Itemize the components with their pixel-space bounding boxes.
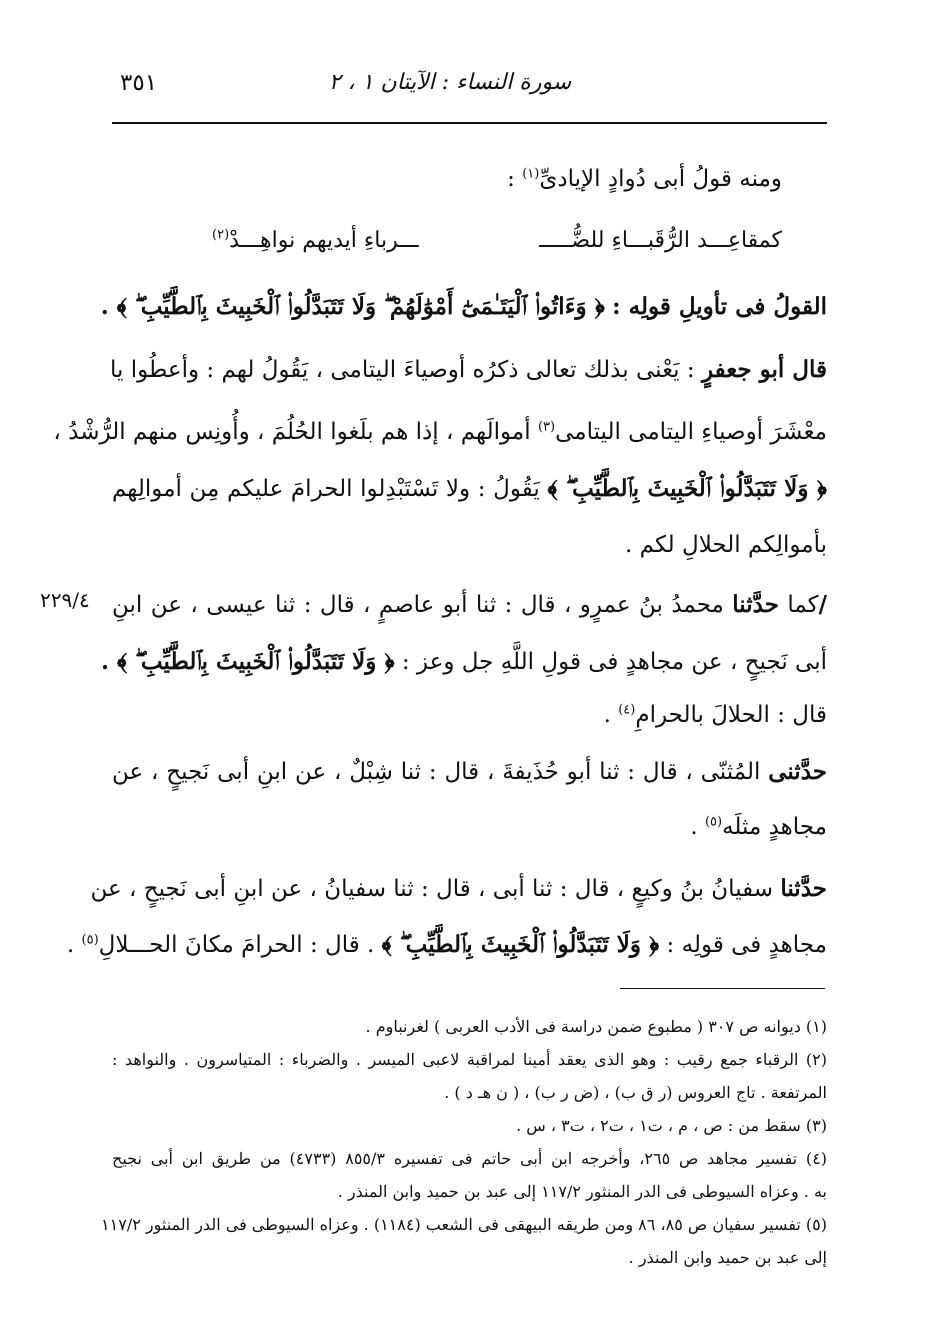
p4-transmission-verb: حدَّثنا (780, 875, 827, 902)
heading-label: القولُ فى تأويلِ قولِه : (612, 293, 827, 320)
footnote-2-line-1: (٢) الرقباء جمع رقيب : وهو الذى يعقد أمينا لمراقبة لاعبى الميسر . والضرباء : المتياسرون . والنواهد : (112, 1050, 827, 1069)
verse-second-text: ـــرباءِ أيديهم نواهِـــدْ (229, 228, 419, 253)
page-number: ٣٥١ (120, 70, 158, 96)
footnote-3: (٣) سقط من : ص ، م ، ت١ ، ت٢ ، ت٣ ، س . (516, 1116, 827, 1135)
intro-text: ومنه قولُ أبى دُوادٍ الإيادىِّ (539, 166, 782, 192)
p4-text-2a: مجاهدٍ فى قولِه : (666, 932, 827, 958)
verse-first-hemistich: كمقاعِـــد الرُّقَبـــاءِ للضُّـــــ (539, 228, 782, 253)
p2-quran-verse: ﴿ وَلَا تَتَبَدَّلُوا۟ ٱلْخَبِيثَ بِٱلطَّيِّبِ ۖ ﴾ . (100, 648, 395, 675)
margin-volume-page-ref: ٢٢٩/٤ (40, 588, 90, 612)
footnote-ref-5a: (٥) (704, 814, 723, 830)
p4-text-2b: . قال : الحرامَ مكانَ الحـــلالِ (98, 932, 375, 958)
footnotes (101, 1010, 828, 1274)
verse-second-hemistich (212, 214, 419, 268)
p3-end-dot: . (690, 814, 698, 840)
running-title: سورة النساء : الآيتان ١ ، ٢ (328, 70, 572, 95)
section-heading (101, 280, 827, 334)
p1-line-4: بأموالِكم الحلالِ لكم . (625, 532, 827, 558)
p3-line-2 (690, 800, 827, 854)
p4-quran-verse: ﴿ وَلَا تَتَبَدَّلُوا۟ ٱلْخَبِيثَ بِٱلطَّيِّبِ ۖ ﴾ (381, 931, 660, 958)
footnote-2-line-2: المرتفعة . تاج العروس (ر ق ب) ، (ض ر ب) ، ( ن هـ د ) . (444, 1083, 827, 1102)
p4-end-dot: . (66, 932, 75, 958)
intro-line (507, 152, 782, 206)
p2-text-1a: كما (787, 592, 819, 618)
p3-text-1: المُثنّى ، قال : ثنا أبو حُذَيفةَ ، قال : ثنا شِبْلٌ ، عن ابنِ أبى نَجيحٍ ، عن (112, 759, 761, 785)
p4-line-2 (66, 918, 827, 972)
footnote-ref-4: (٤) (618, 702, 636, 718)
p2-transmission-verb: حدَّثنا (732, 591, 779, 618)
p2-line-3 (604, 688, 827, 742)
p1-text-2a: معْشَرَ أوصياءِ اليتامى اليتامى (555, 419, 827, 445)
footnote-4-line-2: به . وعزاه السيوطى فى الدر المنثور ١١٧/٢ إلى عبد بن حميد وابن المنذر . (337, 1182, 827, 1201)
p1-line-1 (112, 343, 827, 397)
p2-text-1b: محمدُ بنُ عمرٍو ، قال : ثنا أبو عاصمٍ ، قال : ثنا عيسى ، عن ابنِ (112, 592, 724, 618)
p4-line-1 (90, 862, 827, 916)
p1-line-3 (112, 462, 827, 516)
p2-line-2 (100, 635, 827, 689)
p2-text-3: قال : الحلالَ بالحرامِ (635, 702, 827, 728)
heading-quran-verse: ﴿ وَءَاتُوا۟ ٱلْيَتَـٰمَىٰٓ أَمْوَٰلَهُمْ ۖ وَلَا تَتَبَدَّلُوا۟ ٱلْخَبِيثَ بِٱلطَّيِّبِ ۖ ﴾ . (100, 293, 605, 320)
p2-end-dot: . (603, 702, 611, 728)
p2-line-1 (112, 578, 827, 632)
footnote-4-line-1: (٤) تفسير مجاهد ص ٢٦٥، وأخرجه ابن أبى حاتم فى تفسيره ٨٥٥/٣ (٤٧٣٣) من طريق ابن أبى نجيح (112, 1149, 828, 1168)
intro-colon: : (507, 166, 515, 192)
footnote-5-line-2: إلى عبد بن حميد وابن المنذر . (628, 1248, 827, 1267)
p1-speaker: قال أبو جعفرٍ (701, 356, 827, 383)
footnote-1: (١) ديوانه ص ٣٠٧ ( مطبوع ضمن دراسة فى الأدب العربى ) لغرنباوم . (365, 1017, 827, 1036)
p1-line-2 (53, 405, 827, 459)
p4-text-1: سفيانُ بنُ وكيعٍ ، قال : ثنا أبى ، قال : ثنا سفيانُ ، عن ابنِ أبى نَجيحٍ ، عن (90, 876, 774, 902)
page-break-marker: / (818, 591, 828, 618)
p3-transmission-verb: حدَّثنى (768, 758, 827, 785)
p3-line-1 (112, 745, 827, 799)
footnote-ref-5b: (٥) (81, 932, 99, 948)
footnote-5-line-1: (٥) تفسير سفيان ص ٨٥، ٨٦ ومن طريقه البيهقى فى الشعب (١١٨٤) . وعزاه السيوطى فى الدر المنثور ١١٧/٢ (101, 1215, 827, 1234)
p1-text-1: : يَعْنى بذلك تعالى ذكرُه أوصياءَ اليتامى ، يَقُولُ لهم : وأعطُوا يا (110, 357, 695, 383)
footnote-ref-3: (٣) (537, 419, 556, 435)
p3-text-2: مجاهدٍ مثلَه (722, 814, 827, 840)
footnote-separator (620, 988, 825, 989)
p1-text-3: يَقُولُ : ولا تَسْتَبْدِلوا الحرامَ عليكم مِن أموالِهم (112, 476, 540, 502)
p2-text-2a: أبى نَجيحٍ ، عن مجاهدٍ فى قولِ اللَّهِ جل وعز : (401, 649, 827, 675)
header-rule (112, 122, 827, 124)
footnote-ref-1: (١) (522, 166, 540, 182)
p1-text-2b: أموالَهم ، إذا هم بلَغوا الحُلُمَ ، وأُونِس منهم الرُّشْدُ ، (53, 419, 531, 445)
footnote-ref-2: (٢) (212, 227, 230, 243)
p1-quran-verse: ﴿ وَلَا تَتَبَدَّلُوا۟ ٱلْخَبِيثَ بِٱلطَّيِّبِ ۖ ﴾ (547, 475, 827, 502)
